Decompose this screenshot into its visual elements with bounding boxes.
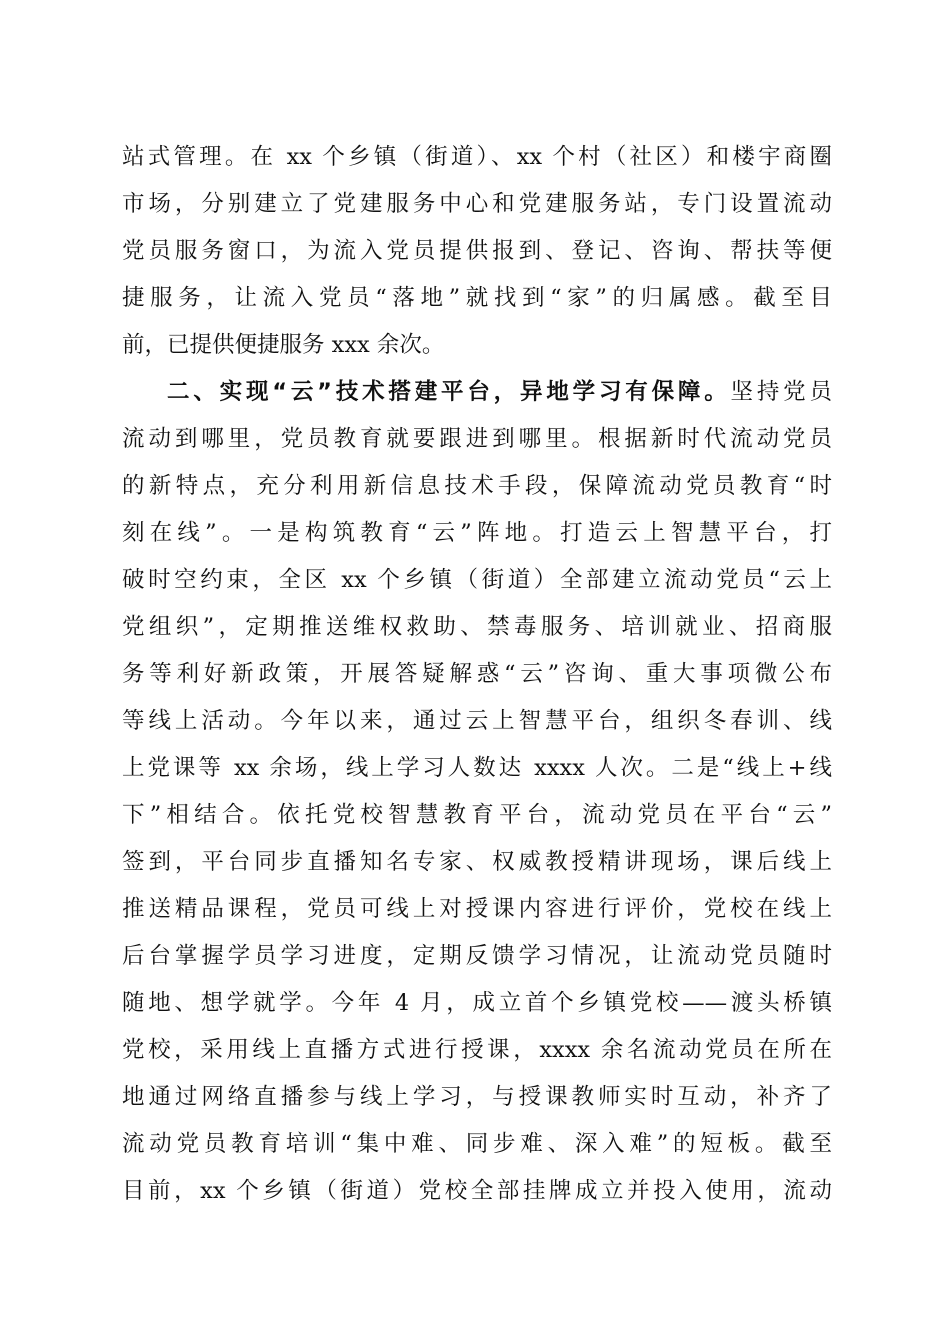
text-line: 目前，xx 个乡镇（街道）党校全部挂牌成立并投入使用，流动 [122,1178,832,1204]
text-line: 随地、想学就学。今年 4 月，成立首个乡镇党校——渡头桥镇 [122,990,832,1016]
text-line: 签到，平台同步直播知名专家、权威教授精讲现场，课后线上 [122,849,832,875]
text-line: 刻在线”。一是构筑教育“云”阵地。打造云上智慧平台，打 [122,520,832,546]
document-body [122,134,832,1215]
text-line: 下”相结合。依托党校智慧教育平台，流动党员在平台“云” [122,802,832,828]
text-line: 流动党员教育培训“集中难、同步难、深入难”的短板。截至 [122,1131,832,1157]
text-line: 破时空约束，全区 xx 个乡镇（街道）全部建立流动党员“云上 [122,567,832,593]
text-line: 的新特点，充分利用新信息技术手段，保障流动党员教育“时 [122,473,832,499]
heading-line-rest: 坚持党员 [730,379,832,405]
text-line: 站式管理。在 xx 个乡镇（街道）、xx 个村（社区）和楼宇商圈 [122,144,832,170]
text-line: 市场，分别建立了党建服务中心和党建服务站，专门设置流动 [122,191,832,217]
text-line: 务等利好新政策，开展答疑解惑“云”咨询、重大事项微公布 [122,661,832,687]
text-line: 推送精品课程，党员可线上对授课内容进行评价，党校在线上 [122,896,832,922]
section-heading-line [122,369,832,416]
text-line: 后台掌握学员学习进度，定期反馈学习情况，让流动党员随时 [122,943,832,969]
text-line: 流动到哪里，党员教育就要跟进到哪里。根据新时代流动党员 [122,426,832,452]
section-heading: 二、实现“云”技术搭建平台，异地学习有保障。 [167,379,731,405]
text-line: 等线上活动。今年以来，通过云上智慧平台，组织冬春训、线 [122,708,832,734]
text-line: 地通过网络直播参与线上学习，与授课教师实时互动，补齐了 [122,1084,832,1110]
text-line: 党校，采用线上直播方式进行授课，xxxx 余名流动党员在所在 [122,1037,832,1063]
text-line: 前，已提供便捷服务 xxx 余次。 [122,332,445,358]
text-line: 上党课等 xx 余场，线上学习人数达 xxxx 人次。二是“线上+线 [122,755,832,781]
text-line: 党组织”，定期推送维权救助、禁毒服务、培训就业、招商服 [122,614,832,640]
text-line: 捷服务，让流入党员“落地”就找到“家”的归属感。截至目 [122,285,832,311]
text-line: 党员服务窗口，为流入党员提供报到、登记、咨询、帮扶等便 [122,238,832,264]
